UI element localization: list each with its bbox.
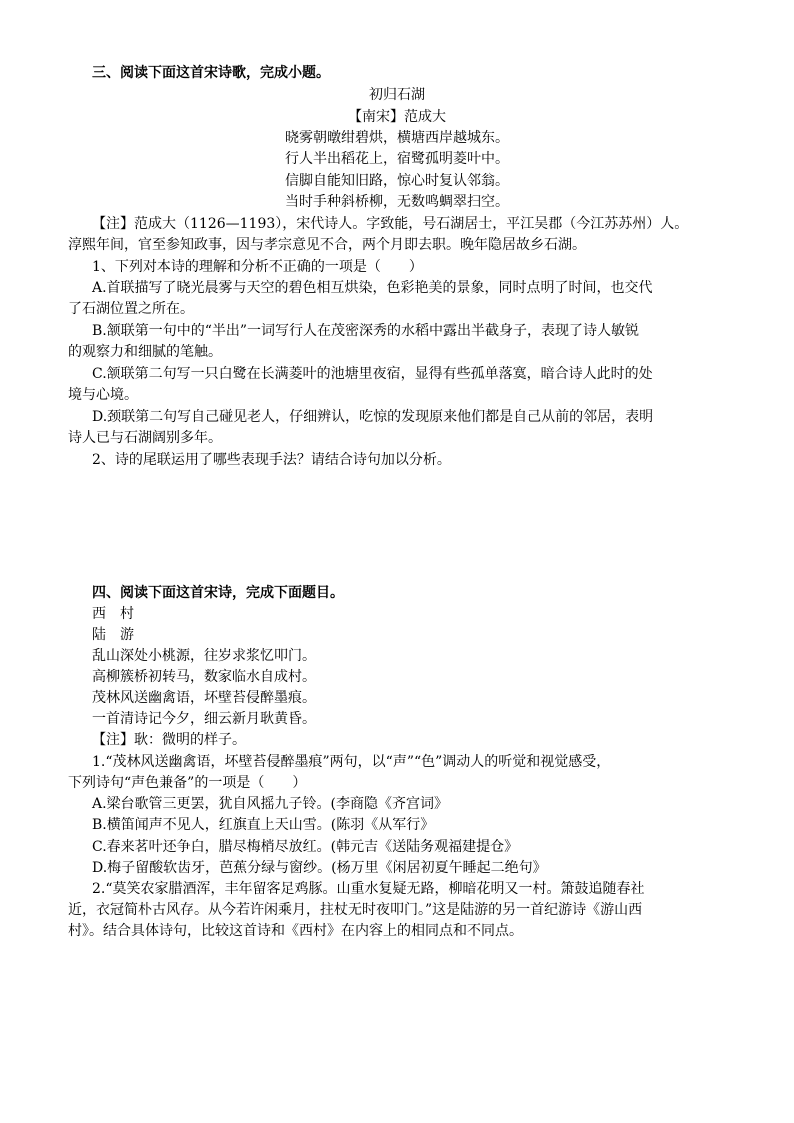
- q4-2-stem-cont: 近，衣冠简朴古风存。从今若许闲乘月，拄杖无时夜叩门。”这是陆游的另一首纪游诗《游山西: [68, 902, 643, 918]
- q4-1-option-a: A.梁台歌管三更罢，犹自风摇九子铃。(李商隐《齐宫词》: [92, 796, 449, 812]
- q4-1-option-d: D.梅子留酸软齿牙，芭蕉分绿与窗纱。(杨万里《闲居初夏午睡起二绝句》: [92, 860, 547, 876]
- q3-1-option-b-cont: 的观察力和细腻的笔触。: [68, 344, 222, 360]
- poem1-note-line: 淳熙年间，官至参知政事，因与孝宗意见不合，两个月即去职。晚年隐居故乡石湖。: [68, 237, 586, 253]
- q4-1-stem-cont: 下列诗句“声色兼备”的一项是（ ）: [68, 775, 307, 791]
- poem2-line: 高柳簇桥初转马，数家临水自成村。: [92, 669, 316, 685]
- poem2-line: 一首清诗记今夕，细云新月耿黄昏。: [92, 711, 316, 727]
- poem1-line: 行人半出稻花上，宿鹭孤明菱叶中。: [285, 151, 509, 167]
- poem1-title: 初归石湖: [369, 87, 425, 103]
- poem2-title: 西 村: [92, 606, 134, 622]
- poem1-line: 信脚自能知旧路，惊心时复认邻翁。: [285, 173, 509, 189]
- q3-1-option-a-cont: 了石湖位置之所在。: [68, 301, 194, 317]
- q4-1-option-c: C.春来茗叶还争白，腊尽梅梢尽放红。(韩元吉《送陆务观福建提仓》: [92, 839, 519, 855]
- poem1-note-line: 【注】范成大（1126—1193），宋代诗人。字致能，号石湖居士，平江吴郡（今江苏苏州）人。: [92, 216, 689, 232]
- poem2-note: 【注】耿：微明的样子。: [92, 732, 246, 748]
- poem1-line: 当时手种斜桥柳，无数鸣蜩翠扫空。: [285, 194, 509, 210]
- poem2-author: 陆 游: [92, 627, 134, 643]
- q3-2-stem: 2、诗的尾联运用了哪些表现手法？请结合诗句加以分析。: [92, 452, 451, 468]
- section3-heading: 三、阅读下面这首宋诗歌，完成小题。: [92, 65, 330, 81]
- q3-1-option-d: D.颈联第二句写自己碰见老人，仔细辨认，吃惊的发现原来他们都是自己从前的邻居，表明: [92, 409, 654, 425]
- q3-1-option-b: B.颔联第一句中的“半出”一词写行人在茂密深秀的水稻中露出半截身子，表现了诗人敏锐: [92, 323, 640, 339]
- poem1-line: 晓雾朝暾绀碧烘，横塘西岸越城东。: [285, 130, 509, 146]
- q3-1-option-c-cont: 境与心境。: [68, 387, 138, 403]
- poem2-line: 乱山深处小桃源，往岁求浆忆叩门。: [92, 648, 316, 664]
- q4-1-stem: 1.“茂林风送幽禽语，坏壁苔侵醉墨痕”两句，以“声”“色”调动人的听觉和视觉感受，: [92, 754, 611, 770]
- q3-1-option-d-cont: 诗人已与石湖阔别多年。: [68, 430, 222, 446]
- poem2-line: 茂林风送幽禽语，坏壁苔侵醉墨痕。: [92, 690, 316, 706]
- q3-1-stem: 1、下列对本诗的理解和分析不正确的一项是（ ）: [92, 259, 423, 275]
- q3-1-option-a: A.首联描写了晓光晨雾与天空的碧色相互烘染，色彩艳美的景象，同时点明了时间，也交代: [92, 280, 653, 296]
- q4-1-option-b: B.横笛闻声不见人，红旗直上天山雪。(陈羽《从军行》: [92, 817, 435, 833]
- poem1-author: 【南宋】范成大: [348, 109, 446, 125]
- q4-2-stem-cont: 村》。结合具体诗句，比较这首诗和《西村》在内容上的相同点和不同点。: [68, 923, 523, 939]
- section4-heading: 四、阅读下面这首宋诗，完成下面题目。: [92, 585, 344, 601]
- q3-1-option-c: C.颔联第二句写一只白鹭在长满菱叶的池塘里夜宿，显得有些孤单落寞，暗合诗人此时的处: [92, 366, 653, 382]
- q4-2-stem: 2.“莫笑农家腊酒浑，丰年留客足鸡豚。山重水复疑无路，柳暗花明又一村。箫鼓追随春社: [92, 881, 645, 897]
